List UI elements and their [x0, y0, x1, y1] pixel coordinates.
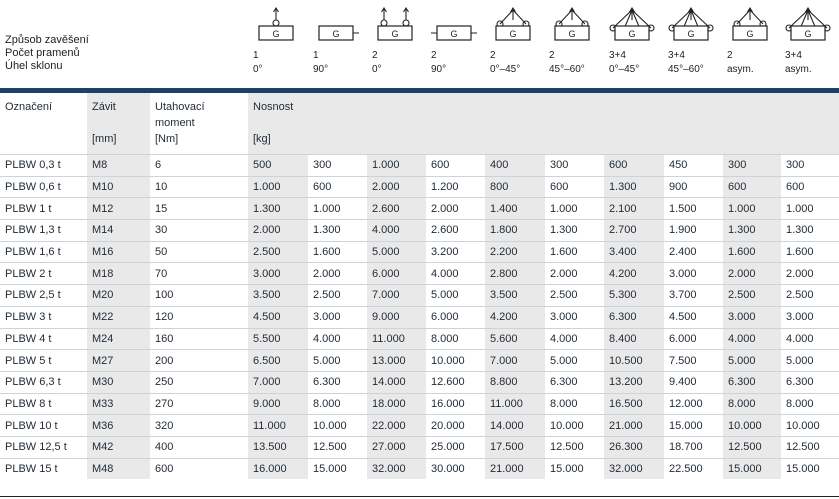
cell-designation: PLBW 2,5 t — [0, 285, 87, 307]
cell-capacity: 8.000 — [723, 393, 781, 415]
cell-thread: M27 — [87, 350, 150, 372]
cell-designation: PLBW 6,3 t — [0, 371, 87, 393]
cell-designation: PLBW 12,5 t — [0, 436, 87, 458]
cell-capacity: 1.800 — [485, 220, 545, 242]
double-asymmetric-lift-icon — [727, 6, 787, 46]
cell-capacity: 5.000 — [723, 350, 781, 372]
cell-capacity: 3.500 — [485, 285, 545, 307]
cell-capacity: 3.000 — [723, 306, 781, 328]
cell-capacity: 1.300 — [723, 220, 781, 242]
cell-capacity: 300 — [308, 155, 367, 177]
cell-thread: M42 — [87, 436, 150, 458]
cell-capacity: 2.600 — [426, 220, 485, 242]
table-row — [0, 155, 839, 177]
table-row — [0, 371, 839, 393]
load-capacity-table — [0, 154, 839, 479]
cell-capacity: 12.000 — [664, 393, 723, 415]
cell-capacity: 1.000 — [723, 198, 781, 220]
label-suspension-method: Způsob zavěšení — [5, 34, 89, 46]
cell-capacity: 4.000 — [545, 328, 604, 350]
cell-capacity: 1.000 — [248, 176, 308, 198]
table-row — [0, 436, 839, 458]
cell-capacity: 4.000 — [308, 328, 367, 350]
cell-capacity: 22.000 — [367, 415, 426, 437]
single-sideways-lift-icon — [313, 6, 373, 46]
cell-capacity: 11.000 — [485, 393, 545, 415]
config-column — [609, 6, 669, 77]
cell-capacity: 20.000 — [426, 415, 485, 437]
cell-designation: PLBW 0,6 t — [0, 176, 87, 198]
cell-capacity: 9.000 — [367, 306, 426, 328]
cell-capacity: 4.500 — [248, 306, 308, 328]
svg-text:G: G — [568, 29, 576, 39]
cell-capacity: 500 — [248, 155, 308, 177]
header-capacity-label: Nosnost — [253, 101, 294, 113]
cell-torque: 10 — [150, 176, 248, 198]
cell-capacity: 300 — [781, 155, 839, 177]
cell-capacity: 2.500 — [545, 285, 604, 307]
cell-capacity: 3.000 — [308, 306, 367, 328]
single-vertical-lift-icon — [253, 6, 313, 46]
cell-capacity: 600 — [723, 176, 781, 198]
svg-text:G: G — [687, 29, 695, 39]
cell-torque: 400 — [150, 436, 248, 458]
svg-text:G: G — [272, 29, 280, 39]
table-bottom-rule — [0, 496, 839, 497]
header-thread-unit: [mm] — [92, 133, 117, 145]
cell-capacity: 12.500 — [781, 436, 839, 458]
cell-capacity: 8.400 — [604, 328, 664, 350]
header-thread-label: Závit — [92, 101, 116, 113]
cell-capacity: 15.000 — [781, 458, 839, 479]
cell-capacity: 16.000 — [426, 393, 485, 415]
cell-capacity: 900 — [664, 176, 723, 198]
config-strands: 2 — [727, 50, 733, 61]
cell-capacity: 14.000 — [485, 415, 545, 437]
cell-capacity: 11.000 — [367, 328, 426, 350]
cell-capacity: 2.500 — [248, 241, 308, 263]
cell-capacity: 15.000 — [664, 415, 723, 437]
double-vertical-lift-icon — [372, 6, 432, 46]
cell-capacity: 15.000 — [308, 458, 367, 479]
config-column — [372, 6, 432, 77]
cell-capacity: 15.000 — [545, 458, 604, 479]
table-row — [0, 306, 839, 328]
cell-capacity: 300 — [545, 155, 604, 177]
cell-thread: M24 — [87, 328, 150, 350]
svg-text:G: G — [332, 29, 340, 39]
svg-text:G: G — [391, 29, 399, 39]
cell-capacity: 1.000 — [545, 198, 604, 220]
double-steep-angled-lift-icon — [549, 6, 609, 46]
table-row — [0, 198, 839, 220]
cell-designation: PLBW 10 t — [0, 415, 87, 437]
config-strands: 2 — [431, 50, 437, 61]
config-strands: 2 — [490, 50, 496, 61]
cell-capacity: 1.000 — [308, 198, 367, 220]
cell-capacity: 4.000 — [781, 328, 839, 350]
cell-capacity: 11.000 — [248, 415, 308, 437]
cell-capacity: 22.500 — [664, 458, 723, 479]
label-tilt-angle: Úhel sklonu — [5, 60, 63, 72]
cell-capacity: 2.000 — [248, 220, 308, 242]
label-strand-count: Počet pramenů — [5, 47, 80, 59]
svg-text:G: G — [804, 29, 812, 39]
quad-steep-angled-lift-icon — [668, 6, 728, 46]
cell-capacity: 3.000 — [545, 306, 604, 328]
cell-designation: PLBW 1,3 t — [0, 220, 87, 242]
cell-thread: M14 — [87, 220, 150, 242]
cell-capacity: 16.500 — [604, 393, 664, 415]
header-torque-label-2: moment — [155, 117, 195, 129]
header-torque-label-1: Utahovací — [155, 101, 205, 113]
config-angle: asym. — [727, 64, 754, 75]
cell-capacity: 3.700 — [664, 285, 723, 307]
cell-capacity: 2.500 — [723, 285, 781, 307]
cell-thread: M10 — [87, 176, 150, 198]
cell-capacity: 1.600 — [781, 241, 839, 263]
cell-designation: PLBW 3 t — [0, 306, 87, 328]
cell-capacity: 6.500 — [248, 350, 308, 372]
cell-capacity: 6.000 — [664, 328, 723, 350]
header-designation — [0, 93, 87, 154]
cell-capacity: 1.300 — [781, 220, 839, 242]
cell-capacity: 600 — [308, 176, 367, 198]
cell-capacity: 10.000 — [545, 415, 604, 437]
header-torque — [150, 93, 248, 154]
cell-torque: 100 — [150, 285, 248, 307]
cell-capacity: 2.500 — [308, 285, 367, 307]
cell-capacity: 4.500 — [664, 306, 723, 328]
cell-capacity: 32.000 — [604, 458, 664, 479]
cell-torque: 15 — [150, 198, 248, 220]
cell-capacity: 13.200 — [604, 371, 664, 393]
config-column — [253, 6, 313, 77]
cell-thread: M30 — [87, 371, 150, 393]
config-angle: 90° — [313, 64, 329, 75]
cell-capacity: 8.000 — [545, 393, 604, 415]
cell-thread: M18 — [87, 263, 150, 285]
cell-torque: 30 — [150, 220, 248, 242]
cell-capacity: 6.300 — [545, 371, 604, 393]
config-angle: 0°–45° — [490, 64, 521, 75]
table-row — [0, 176, 839, 198]
cell-torque: 270 — [150, 393, 248, 415]
cell-thread: M48 — [87, 458, 150, 479]
cell-designation: PLBW 4 t — [0, 328, 87, 350]
cell-capacity: 1.200 — [426, 176, 485, 198]
cell-capacity: 6.300 — [604, 306, 664, 328]
cell-thread: M36 — [87, 415, 150, 437]
config-strands: 1 — [313, 50, 319, 61]
cell-capacity: 10.000 — [781, 415, 839, 437]
cell-torque: 6 — [150, 155, 248, 177]
cell-capacity: 13.500 — [248, 436, 308, 458]
cell-capacity: 6.000 — [367, 263, 426, 285]
cell-capacity: 10.500 — [604, 350, 664, 372]
cell-thread: M16 — [87, 241, 150, 263]
svg-text:G: G — [509, 29, 517, 39]
cell-capacity: 21.000 — [604, 415, 664, 437]
cell-capacity: 1.000 — [367, 155, 426, 177]
cell-capacity: 5.000 — [781, 350, 839, 372]
header-thread — [87, 93, 150, 154]
cell-capacity: 7.000 — [485, 350, 545, 372]
cell-capacity: 12.500 — [308, 436, 367, 458]
table-row — [0, 415, 839, 437]
cell-capacity: 14.000 — [367, 371, 426, 393]
cell-capacity: 9.000 — [248, 393, 308, 415]
cell-capacity: 10.000 — [723, 415, 781, 437]
cell-capacity: 2.000 — [723, 263, 781, 285]
cell-capacity: 12.600 — [426, 371, 485, 393]
table-row — [0, 393, 839, 415]
config-column — [431, 6, 491, 77]
config-column — [668, 6, 728, 77]
cell-capacity: 4.200 — [485, 306, 545, 328]
table-row — [0, 285, 839, 307]
cell-capacity: 4.000 — [723, 328, 781, 350]
header-designation-label: Označení — [5, 101, 53, 113]
cell-capacity: 12.500 — [545, 436, 604, 458]
config-column — [549, 6, 609, 77]
config-strands: 1 — [253, 50, 259, 61]
header-capacity — [248, 93, 839, 154]
cell-capacity: 4.000 — [367, 220, 426, 242]
cell-capacity: 300 — [723, 155, 781, 177]
cell-capacity: 1.600 — [308, 241, 367, 263]
cell-torque: 320 — [150, 415, 248, 437]
cell-capacity: 800 — [485, 176, 545, 198]
cell-capacity: 15.000 — [723, 458, 781, 479]
cell-capacity: 3.500 — [248, 285, 308, 307]
config-strands: 3+4 — [668, 50, 685, 61]
cell-capacity: 5.300 — [604, 285, 664, 307]
config-column — [727, 6, 787, 77]
cell-capacity: 5.500 — [248, 328, 308, 350]
cell-designation: PLBW 8 t — [0, 393, 87, 415]
cell-capacity: 4.000 — [426, 263, 485, 285]
cell-designation: PLBW 0,3 t — [0, 155, 87, 177]
cell-capacity: 1.300 — [545, 220, 604, 242]
config-angle: 90° — [431, 64, 447, 75]
double-angled-lift-icon — [490, 6, 550, 46]
cell-capacity: 30.000 — [426, 458, 485, 479]
table-row — [0, 458, 839, 479]
cell-capacity: 1.500 — [664, 198, 723, 220]
header-torque-unit: [Nm] — [155, 133, 179, 145]
svg-text:G: G — [746, 29, 754, 39]
cell-capacity: 6.300 — [781, 371, 839, 393]
config-angle: 0° — [253, 64, 263, 75]
cell-thread: M12 — [87, 198, 150, 220]
cell-capacity: 5.000 — [308, 350, 367, 372]
cell-thread: M22 — [87, 306, 150, 328]
cell-torque: 120 — [150, 306, 248, 328]
cell-capacity: 18.000 — [367, 393, 426, 415]
cell-torque: 70 — [150, 263, 248, 285]
config-strands: 2 — [372, 50, 378, 61]
config-strands: 3+4 — [609, 50, 626, 61]
cell-capacity: 1.300 — [604, 176, 664, 198]
config-angle: 45°–60° — [549, 64, 585, 75]
cell-capacity: 2.000 — [308, 263, 367, 285]
cell-capacity: 5.000 — [545, 350, 604, 372]
cell-capacity: 400 — [485, 155, 545, 177]
table-row — [0, 328, 839, 350]
cell-capacity: 13.000 — [367, 350, 426, 372]
cell-capacity: 27.000 — [367, 436, 426, 458]
cell-designation: PLBW 15 t — [0, 458, 87, 479]
cell-capacity: 1.600 — [545, 241, 604, 263]
config-angle: 45°–60° — [668, 64, 704, 75]
svg-text:G: G — [450, 29, 458, 39]
cell-capacity: 32.000 — [367, 458, 426, 479]
cell-torque: 250 — [150, 371, 248, 393]
config-column — [785, 6, 839, 77]
cell-torque: 160 — [150, 328, 248, 350]
cell-capacity: 17.500 — [485, 436, 545, 458]
cell-capacity: 600 — [604, 155, 664, 177]
svg-text:G: G — [628, 29, 636, 39]
config-angle: 0° — [372, 64, 382, 75]
cell-capacity: 600 — [545, 176, 604, 198]
table-row — [0, 350, 839, 372]
cell-capacity: 8.000 — [308, 393, 367, 415]
cell-thread: M20 — [87, 285, 150, 307]
config-strands: 3+4 — [785, 50, 802, 61]
cell-capacity: 26.300 — [604, 436, 664, 458]
cell-capacity: 1.000 — [781, 198, 839, 220]
cell-capacity: 2.600 — [367, 198, 426, 220]
cell-capacity: 1.600 — [723, 241, 781, 263]
cell-capacity: 6.300 — [308, 371, 367, 393]
cell-designation: PLBW 1,6 t — [0, 241, 87, 263]
cell-capacity: 600 — [426, 155, 485, 177]
cell-capacity: 5.000 — [426, 285, 485, 307]
cell-capacity: 7.000 — [248, 371, 308, 393]
cell-capacity: 8.000 — [426, 328, 485, 350]
config-angle: asym. — [785, 64, 812, 75]
quad-asymmetric-lift-icon — [785, 6, 839, 46]
cell-capacity: 5.000 — [367, 241, 426, 263]
cell-capacity: 3.200 — [426, 241, 485, 263]
config-column — [313, 6, 373, 77]
cell-capacity: 2.000 — [367, 176, 426, 198]
cell-torque: 200 — [150, 350, 248, 372]
cell-thread: M8 — [87, 155, 150, 177]
cell-capacity: 18.700 — [664, 436, 723, 458]
cell-designation: PLBW 1 t — [0, 198, 87, 220]
cell-capacity: 25.000 — [426, 436, 485, 458]
cell-capacity: 2.700 — [604, 220, 664, 242]
quad-angled-lift-icon — [609, 6, 669, 46]
config-column — [490, 6, 550, 77]
cell-capacity: 450 — [664, 155, 723, 177]
cell-capacity: 8.800 — [485, 371, 545, 393]
cell-capacity: 16.000 — [248, 458, 308, 479]
cell-torque: 600 — [150, 458, 248, 479]
config-angle: 0°–45° — [609, 64, 640, 75]
cell-capacity: 6.000 — [426, 306, 485, 328]
cell-capacity: 2.100 — [604, 198, 664, 220]
cell-thread: M33 — [87, 393, 150, 415]
cell-capacity: 2.800 — [485, 263, 545, 285]
cell-capacity: 1.900 — [664, 220, 723, 242]
table-row — [0, 241, 839, 263]
cell-capacity: 3.000 — [781, 306, 839, 328]
cell-capacity: 12.500 — [723, 436, 781, 458]
cell-capacity: 21.000 — [485, 458, 545, 479]
cell-designation: PLBW 2 t — [0, 263, 87, 285]
cell-capacity: 600 — [781, 176, 839, 198]
cell-capacity: 8.000 — [781, 393, 839, 415]
cell-capacity: 2.200 — [485, 241, 545, 263]
cell-capacity: 6.300 — [723, 371, 781, 393]
cell-capacity: 2.000 — [545, 263, 604, 285]
cell-capacity: 2.000 — [781, 263, 839, 285]
cell-capacity: 7.500 — [664, 350, 723, 372]
cell-capacity: 3.000 — [248, 263, 308, 285]
suspension-labels — [5, 34, 89, 73]
cell-capacity: 1.300 — [248, 198, 308, 220]
cell-designation: PLBW 5 t — [0, 350, 87, 372]
cell-capacity: 9.400 — [664, 371, 723, 393]
cell-capacity: 2.400 — [664, 241, 723, 263]
cell-capacity: 3.400 — [604, 241, 664, 263]
table-row — [0, 263, 839, 285]
cell-capacity: 5.600 — [485, 328, 545, 350]
cell-capacity: 10.000 — [308, 415, 367, 437]
cell-capacity: 10.000 — [426, 350, 485, 372]
cell-capacity: 1.300 — [308, 220, 367, 242]
double-sideways-lift-icon — [431, 6, 491, 46]
table-row — [0, 220, 839, 242]
cell-capacity: 2.000 — [426, 198, 485, 220]
config-strands: 2 — [549, 50, 555, 61]
header-capacity-unit: [kg] — [253, 133, 271, 145]
cell-capacity: 7.000 — [367, 285, 426, 307]
cell-capacity: 2.500 — [781, 285, 839, 307]
cell-capacity: 4.200 — [604, 263, 664, 285]
cell-capacity: 3.000 — [664, 263, 723, 285]
cell-torque: 50 — [150, 241, 248, 263]
cell-capacity: 1.400 — [485, 198, 545, 220]
